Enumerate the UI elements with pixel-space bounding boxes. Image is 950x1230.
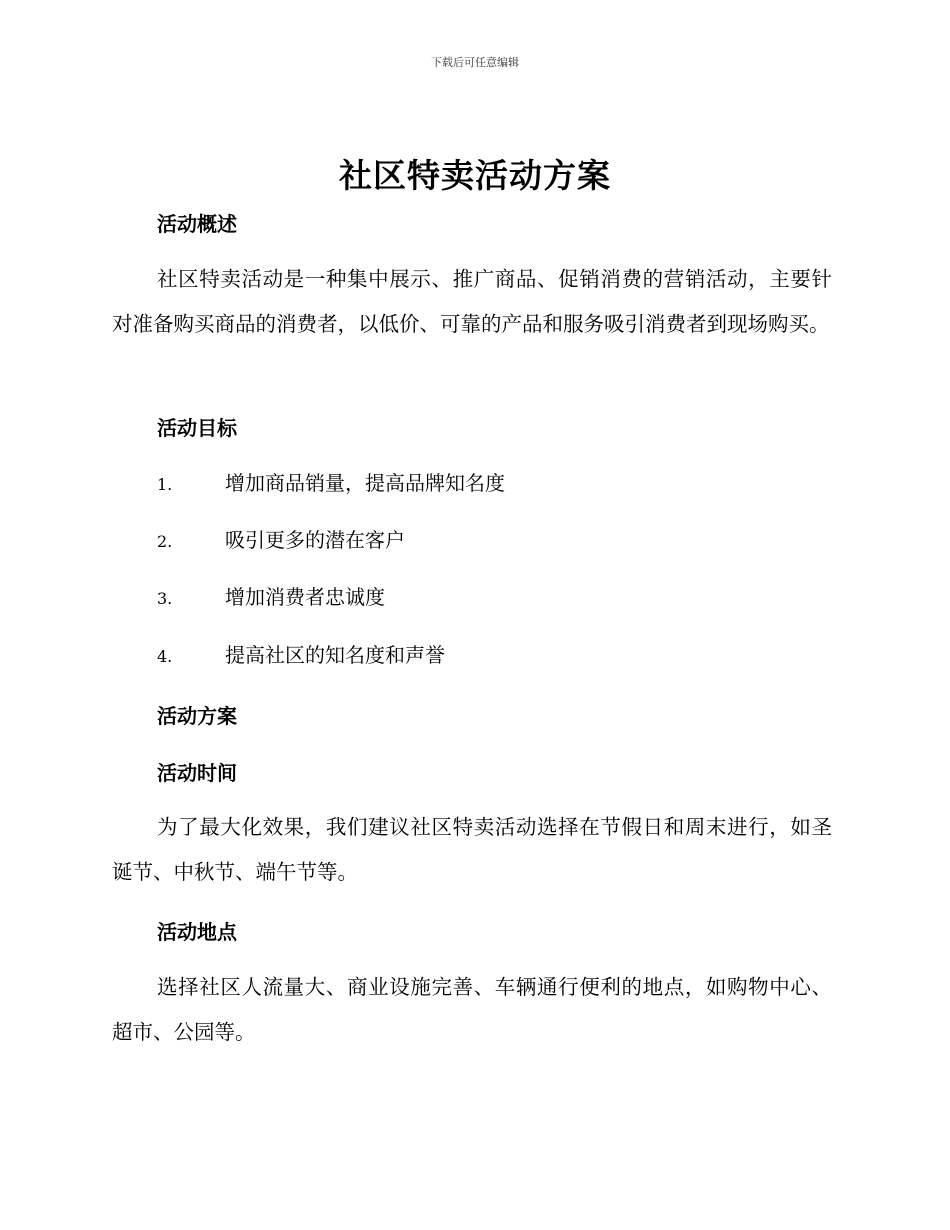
list-text: 提高社区的知名度和声誉 xyxy=(225,643,445,667)
section-heading-plan: 活动方案 xyxy=(157,704,237,728)
list-item xyxy=(157,468,505,500)
paragraph-location: 选择社区人流量大、商业设施完善、车辆通行便利的地点，如购物中心、超市、公园等。 xyxy=(112,975,832,1044)
paragraph-time: 为了最大化效果，我们建议社区特卖活动选择在节假日和周末进行，如圣诞节、中秋节、端午节等。 xyxy=(112,815,832,884)
list-text: 增加消费者忠诚度 xyxy=(225,585,385,609)
section-heading-location: 活动地点 xyxy=(157,920,237,944)
section-heading-goals: 活动目标 xyxy=(157,416,237,440)
list-item xyxy=(157,525,405,557)
section-heading-overview: 活动概述 xyxy=(157,212,237,236)
paragraph-overview: 社区特卖活动是一种集中展示、推广商品、促销消费的营销活动，主要针对准备购买商品的消费者，以低价、可靠的产品和服务吸引消费者到现场购买。 xyxy=(112,267,832,336)
list-text: 增加商品销量，提高品牌知名度 xyxy=(225,471,505,495)
list-item xyxy=(157,582,385,614)
document-title: 社区特卖活动方案 xyxy=(339,156,611,195)
list-number: 1. xyxy=(157,475,173,494)
list-number: 2. xyxy=(157,532,173,551)
list-number: 3. xyxy=(157,589,173,608)
list-item xyxy=(157,640,445,672)
list-text: 吸引更多的潜在客户 xyxy=(225,528,405,552)
list-number: 4. xyxy=(157,647,173,666)
header-note: 下载后可任意编辑 xyxy=(431,56,519,69)
section-heading-time: 活动时间 xyxy=(157,761,237,785)
